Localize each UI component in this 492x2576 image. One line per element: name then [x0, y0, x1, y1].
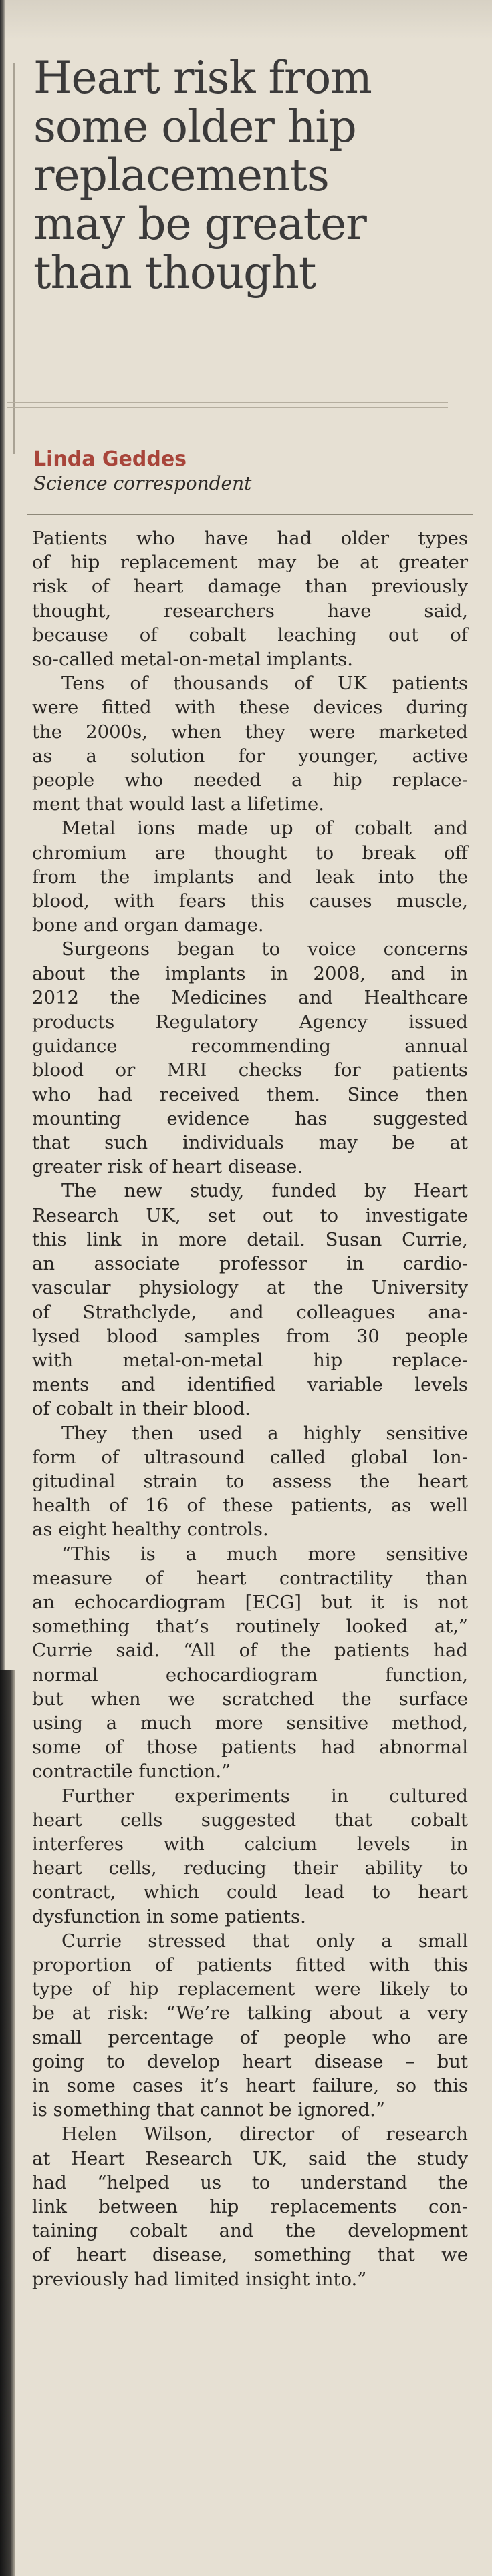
paragraph-line: because of cobalt leaching out of [32, 624, 468, 646]
paragraph-line: greater risk of heart disease. [32, 1156, 303, 1178]
byline-role: Science correspondent [33, 472, 252, 494]
article-paragraph [32, 2122, 468, 2291]
headline-double-rule [7, 402, 448, 411]
paragraph-line: going to develop heart disease – but [32, 2050, 468, 2072]
article-body [32, 526, 468, 2291]
paragraph-line: of cobalt in their blood. [32, 1398, 251, 1420]
paragraph-line: about the implants in 2008, and in [32, 962, 468, 984]
paragraph-line: as a solution for younger, active [32, 745, 468, 767]
paragraph-line: heart cells suggested that cobalt [32, 1809, 468, 1831]
paragraph-line: taining cobalt and the development [32, 2220, 468, 2242]
paragraph-line: The new study, funded by Heart [62, 1180, 468, 1202]
paragraph-line: previously had limited insight into.” [32, 2268, 367, 2290]
paper-edge-shadow-lower [0, 1670, 15, 2576]
paragraph-line: of heart disease, something that we [32, 2244, 468, 2266]
paragraph-line: small percentage of people who are [32, 2026, 468, 2048]
paragraph-line: products Regulatory Agency issued [32, 1011, 468, 1033]
paragraph-line: an associate professor in cardio- [32, 1253, 468, 1275]
paragraph-line: were fitted with these devices during [32, 697, 468, 719]
headline-line: replacements [33, 150, 329, 201]
page-top-strip [5, 0, 492, 40]
paragraph-line: They then used a highly sensitive [62, 1422, 468, 1444]
paragraph-line: contract, which could lead to heart [32, 1881, 468, 1903]
paragraph-line: is something that cannot be ignored.” [32, 2099, 385, 2121]
byline [33, 447, 251, 496]
paragraph-line: Further experiments in cultured [62, 1785, 468, 1807]
paragraph-line: from the implants and leak into the [32, 866, 468, 888]
rule-line [7, 402, 448, 403]
paragraph-line: an echocardiogram [ECG] but it is not [32, 1591, 468, 1613]
headline-line: some older hip [33, 101, 356, 152]
article-paragraph [32, 1542, 468, 1784]
paragraph-line: type of hip replacement were likely to [32, 1978, 468, 2000]
paragraph-line: risk of heart damage than previously [32, 576, 468, 598]
article-paragraph [32, 1929, 468, 2123]
paragraph-line: who had received them. Since then [32, 1083, 468, 1105]
paragraph-line: interferes with calcium levels in [32, 1833, 468, 1855]
paragraph-line: so-called metal-on-metal implants. [32, 649, 354, 671]
article-paragraph [32, 937, 468, 1179]
article-paragraph [32, 1421, 468, 1542]
headline-block [27, 53, 473, 297]
paragraph-line: of hip replacement may be at greater [32, 552, 468, 574]
paragraph-line: Tens of thousands of UK patients [62, 673, 468, 695]
paragraph-line: heart cells, reducing their ability to [32, 1857, 468, 1879]
paragraph-line: as eight healthy controls. [32, 1519, 269, 1541]
headline-line: Heart risk from [33, 52, 372, 104]
paragraph-line: lysed blood samples from 30 people [32, 1325, 468, 1347]
paragraph-line: measure of heart contractility than [32, 1567, 468, 1589]
paragraph-line: of Strathclyde, and colleagues ana- [32, 1301, 468, 1323]
paragraph-line: Research UK, set out to investigate [32, 1204, 468, 1226]
byline-author: Linda Geddes [33, 447, 187, 471]
paragraph-line: chromium are thought to break off [32, 842, 468, 864]
paragraph-line: ment that would last a lifetime. [32, 793, 324, 815]
paragraph-line: the 2000s, when they were marketed [32, 721, 468, 743]
paragraph-line: be at risk: “We’re talking about a very [32, 2002, 468, 2024]
headline-column-rule [13, 63, 15, 454]
paragraph-line: some of those patients had abnormal [32, 1736, 468, 1759]
paragraph-line: something that’s routinely looked at,” [32, 1616, 468, 1638]
paragraph-line: people who needed a hip replace- [32, 769, 468, 791]
paragraph-line: using a much more sensitive method, [32, 1712, 468, 1734]
paragraph-line: guidance recommending annual [32, 1035, 468, 1057]
paragraph-line: Helen Wilson, director of research [62, 2123, 468, 2145]
paragraph-line: but when we scratched the surface [32, 1688, 468, 1710]
paragraph-line: ments and identified variable levels [32, 1374, 468, 1396]
paragraph-line: had “helped us to understand the [32, 2171, 468, 2193]
paragraph-line: health of 16 of these patients, as well [32, 1495, 468, 1517]
paragraph-line: mounting evidence has suggested [32, 1107, 468, 1129]
paragraph-line: 2012 the Medicines and Healthcare [32, 986, 468, 1008]
paragraph-line: Metal ions made up of cobalt and [62, 817, 468, 840]
headline [27, 53, 473, 297]
article-paragraph [32, 1179, 468, 1421]
paragraph-line: link between hip replacements con- [32, 2196, 468, 2218]
paragraph-line: Surgeons began to voice concerns [62, 938, 468, 960]
byline-separator [27, 514, 473, 515]
paragraph-line: “This is a much more sensitive [62, 1543, 468, 1565]
paragraph-line: that such individuals may be at [32, 1132, 468, 1154]
paragraph-line: normal echocardiogram function, [32, 1664, 468, 1686]
paragraph-line: thought, researchers have said, [32, 600, 468, 622]
paragraph-line: form of ultrasound called global lon- [32, 1446, 468, 1468]
paragraph-line: dysfunction in some patients. [32, 1905, 306, 1927]
paragraph-line: blood, with fears this causes muscle, [32, 890, 468, 912]
paragraph-line: gitudinal strain to assess the heart [32, 1470, 468, 1492]
paragraph-line: bone and organ damage. [32, 914, 264, 936]
paragraph-line: Patients who have had older types [32, 528, 468, 549]
article-paragraph [32, 1784, 468, 1929]
paragraph-line: at Heart Research UK, said the study [32, 2147, 468, 2169]
headline-line: than thought [33, 247, 316, 299]
paragraph-line: Currie stressed that only a small [62, 1929, 468, 1952]
rule-line [7, 407, 448, 408]
paragraph-line: this link in more detail. Susan Currie, [32, 1228, 468, 1250]
paragraph-line: with metal-on-metal hip replace- [32, 1349, 468, 1371]
paragraph-line: vascular physiology at the University [32, 1277, 468, 1299]
paragraph-line: contractile function.” [32, 1761, 231, 1783]
paragraph-line: Currie said. “All of the patients had [32, 1640, 468, 1662]
article-paragraph [32, 526, 468, 671]
headline-line: may be greater [33, 198, 366, 250]
paragraph-line: blood or MRI checks for patients [32, 1059, 468, 1081]
paragraph-line: proportion of patients fitted with this [32, 1954, 468, 1976]
paragraph-line: in some cases it’s heart failure, so this [32, 2075, 468, 2096]
article-paragraph [32, 671, 468, 816]
article-paragraph [32, 816, 468, 937]
